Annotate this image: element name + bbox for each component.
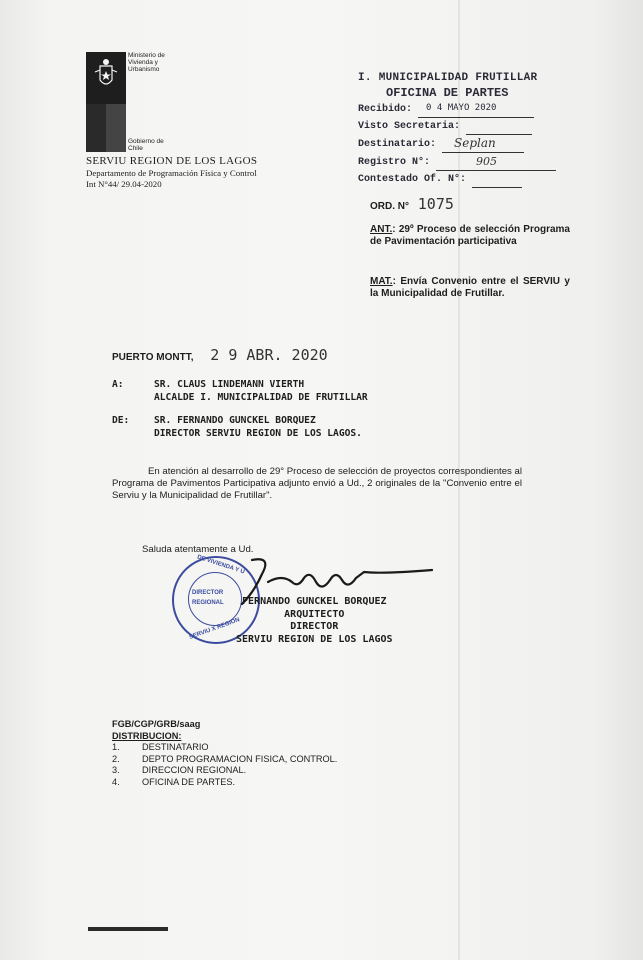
distribution-item: 4. OFICINA DE PARTES. (112, 776, 236, 787)
antecedent: ANT.: 29º Proceso de selección Programa de Pavimentación participativa (370, 224, 570, 247)
stamp-row-registry: Registro N°: 905 (358, 153, 556, 171)
internal-reference: Int N°44/ 29.04-2020 (86, 179, 162, 189)
government-label: Gobierno de Chile (128, 138, 164, 152)
department-name: Departamento de Programación Física y Control (86, 168, 257, 178)
reception-stamp (358, 72, 556, 188)
institution-header (86, 155, 257, 189)
distribution-item: 3. DIRECCION REGIONAL. (112, 765, 247, 775)
ministry-name: Ministerio de Vivienda y Urbanismo Gobierno de Chile (128, 52, 176, 152)
signature-block (236, 596, 393, 646)
signer-profession: ARQUITECTO (284, 608, 345, 620)
distribution-item: 1. DESTINATARIO (112, 742, 209, 752)
initials: FGB/CGP/GRB/saag (112, 719, 201, 729)
stamp-title: I. MUNICIPALIDAD FRUTILLAR (358, 72, 538, 84)
footer-rule (88, 927, 168, 931)
coat-of-arms-icon (86, 52, 126, 104)
distribution-title: DISTRIBUCION: (112, 730, 182, 741)
stamp-row-recipient: Destinatario: Seplan (358, 135, 556, 153)
institution-name: SERVIU REGION DE LOS LAGOS (86, 155, 258, 167)
subject: MAT.: Envía Convenio entre el SERVIU y la Municipalidad de Frutillar. (370, 276, 570, 299)
stamp-row-answered: Contestado Of. N°: (358, 171, 556, 188)
logo-emblem (86, 52, 126, 152)
stamp-row-received: Recibido: 0 4 MAYO 2020 (358, 100, 556, 118)
ministry-logo (86, 52, 176, 152)
official-seal: DE VIVIENDA Y U DIRECTOR REGIONAL SERVIU X REGION (172, 556, 260, 644)
body-paragraph: En atención al desarrollo de 29° Proceso de selección de proyectos correspondientes al Programa de Pavimentos Participativa adjunto envió a Ud., 2 originales de la "Convenio entre el Serviu y la Municipalidad de Frutillar". (112, 466, 522, 501)
stamp-row-secretary: Visto Secretaria: (358, 118, 556, 135)
stamp-office: OFICINA DE PARTES (386, 86, 509, 100)
place-date: PUERTO MONTT, 2 9 ABR. 2020 (112, 346, 328, 364)
greeting: Saluda atentamente a Ud. (142, 544, 254, 555)
signer-role: DIRECTOR (290, 621, 339, 632)
order-number: ORD. N° 1075 (370, 195, 454, 213)
signer-name: FERNANDO GUNCKEL BORQUEZ (242, 596, 387, 607)
sender: DE: SR. FERNANDO GUNCKEL BORQUEZ DIRECTOR SERVIU REGION DE LOS LAGOS. (112, 415, 362, 439)
addressee: A: SR. CLAUS LINDEMANN VIERTH ALCALDE I. MUNICIPALIDAD DE FRUTILLAR (112, 379, 368, 403)
distribution-item: 2. DEPTO PROGRAMACION FISICA, CONTROL. (112, 753, 338, 764)
signer-institution: SERVIU REGION DE LOS LAGOS (236, 633, 393, 645)
distribution-block (112, 719, 337, 788)
